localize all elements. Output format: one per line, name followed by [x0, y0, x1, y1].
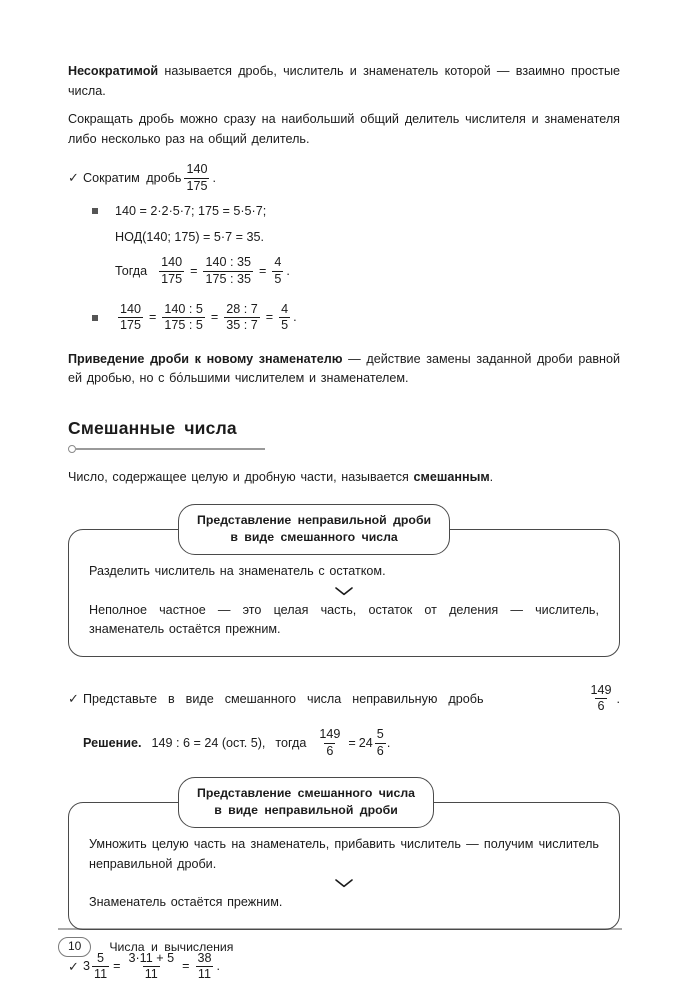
fraction-numerator: 140 : 5 [164, 301, 203, 316]
mixed-lead-bold: смешанным [413, 469, 490, 484]
term-nesokratimoy: Несократимой [68, 64, 159, 78]
fraction-denominator: 175 : 35 [205, 271, 251, 286]
fraction-140-35-over-175-35 [203, 256, 253, 286]
callout-step-2: Неполное частное — это целая часть, остаток от деления — числитель, знаменатель остаётся прежним. [89, 602, 599, 637]
callout-title-mixed-to-improper [178, 777, 434, 828]
check-mark-icon: ✓ [68, 958, 79, 974]
equals-sign: = [348, 735, 356, 750]
fraction-numerator: 28 : 7 [226, 301, 258, 316]
fraction-149-6-b [317, 728, 342, 758]
fraction-numerator: 149 [590, 682, 612, 697]
period: . [216, 959, 220, 974]
fraction-numerator: 140 [161, 255, 183, 270]
definition-text: — действие замены заданной дроби равной ей дробью, но с бо́льшими числителем и знаменателем. [68, 351, 621, 386]
example-reduce-step4 [92, 303, 620, 333]
equals-sign: = [149, 310, 157, 325]
mixed-number-lead [68, 468, 620, 488]
fraction-denominator: 175 [161, 271, 183, 286]
fraction-28-7-over-35-7 [224, 303, 260, 333]
fraction-140-5-over-175-5 [162, 303, 205, 333]
callout-title-line-2: в виде неправильной дроби [214, 803, 398, 818]
fraction-denominator: 175 : 5 [164, 318, 203, 333]
heading-rule-line [75, 448, 265, 450]
period: . [293, 310, 297, 325]
equals-sign: = [182, 959, 190, 974]
page-number: 10 [58, 937, 91, 957]
fraction-numerator: 5 [97, 950, 105, 965]
fraction-140-175-b [159, 256, 184, 286]
check-mark-icon: ✓ [68, 690, 79, 706]
fraction-numerator: 4 [281, 301, 289, 316]
page-title: Смешанные числа [68, 417, 237, 438]
fraction-4-5-b [279, 303, 290, 333]
example-mixed-solution [83, 728, 620, 758]
footer-row [58, 937, 622, 957]
period: . [212, 170, 216, 185]
fraction-140-175 [184, 163, 209, 193]
fraction-denominator: 6 [376, 743, 384, 758]
equals-sign: = [259, 264, 267, 279]
equals-sign: = [113, 959, 121, 974]
reduce-chain [115, 303, 297, 333]
fraction-denominator: 11 [94, 967, 108, 982]
example-reduce-step3 [115, 256, 620, 286]
fraction-numerator: 5 [376, 726, 384, 741]
example-mixed-lead-text: Представьте в виде смешанного числа неправильную дробь [83, 691, 484, 706]
fraction-denominator: 175 [120, 318, 142, 333]
page-content [68, 62, 620, 982]
fraction-numerator: 149 [319, 726, 341, 741]
fraction-denominator: 11 [197, 967, 211, 982]
mixed-whole-part: 24 [358, 735, 373, 750]
fraction-4-5 [272, 256, 283, 286]
callout-step-1: Умножить целую часть на знаменатель, прибавить числитель — получим числитель неправильной дроби. [89, 837, 599, 871]
example-reduce-step1 [92, 205, 620, 218]
callout-title-line-2: в виде смешанного числа [230, 530, 398, 545]
fraction-numerator: 38 [197, 950, 212, 965]
mixed-number-24-5-6 [359, 728, 387, 758]
fraction-denominator: 35 : 7 [226, 318, 258, 333]
callout-step-2: Знаменатель остаётся прежним. [89, 895, 283, 910]
definition-nesokratimoy [68, 62, 620, 101]
callout-mixed-to-improper [68, 786, 620, 930]
equals-sign: = [265, 310, 274, 325]
togda-label: Тогда [115, 264, 148, 279]
term-privedenie: Приведение дроби к новому знаменателю [68, 351, 343, 366]
square-bullet-icon [92, 208, 98, 214]
mixed-fraction-part [375, 728, 386, 758]
rule-paragraph: Сокращать дробь можно сразу на наибольший общий делитель числителя и знаменателя либо несколько раз на общий делитель. [68, 112, 620, 146]
callout-title-improper-to-mixed [178, 504, 450, 555]
period: . [386, 735, 391, 750]
example-mixed-lead [68, 684, 620, 714]
square-bullet-icon [92, 315, 98, 321]
fraction-numerator: 3·11 + 5 [128, 950, 175, 965]
fraction-denominator: 175 [186, 178, 208, 193]
heading-rule [68, 445, 620, 453]
example-mixed-lead-line [83, 684, 620, 714]
definition-text: называется дробь, числитель и знаменатель которой — взаимно простые числа. [68, 64, 620, 98]
fraction-denominator: 11 [144, 967, 158, 982]
togda-label: тогда [275, 735, 307, 750]
mixed-lead-before: Число, содержащее целую и дробную части, называется [68, 469, 414, 484]
fraction-denominator: 6 [597, 699, 605, 714]
fraction-denominator: 6 [326, 743, 334, 758]
fraction-numerator: 4 [274, 255, 282, 270]
example-reduce-step2: НОД(140; 175) = 5·7 = 35. [115, 229, 264, 244]
factorization-text: 140 = 2·2·5·7; 175 = 5·5·7; [115, 204, 267, 219]
page-footer [58, 928, 622, 957]
chevron-down-icon [89, 879, 599, 889]
fraction-numerator: 140 [186, 162, 208, 176]
period: . [286, 264, 290, 279]
footer-chapter-label: Числа и вычисления [109, 939, 234, 954]
check-mark-icon: ✓ [68, 170, 79, 186]
fraction-numerator: 140 [120, 301, 142, 316]
period: . [616, 691, 620, 706]
callout-step-1: Разделить числитель на знаменатель с остатком. [89, 564, 386, 579]
callout-title-line-1: Представление смешанного числа [197, 786, 415, 801]
fraction-numerator: 140 : 35 [205, 255, 251, 270]
example-reduce-lead-line [83, 163, 216, 193]
solution-label: Решение. [83, 735, 142, 750]
callout-improper-to-mixed [68, 513, 620, 657]
definition-privedenie [68, 350, 620, 389]
fraction-denominator: 5 [281, 318, 289, 333]
fraction-denominator: 5 [274, 271, 282, 286]
example-reduce-lead [68, 163, 620, 193]
example-reduce-lead-text: Сократим дробь [83, 170, 182, 185]
section-heading-block [68, 418, 620, 453]
fraction-149-6 [588, 684, 613, 714]
chevron-down-icon [89, 587, 599, 597]
mixed-lead-after: . [489, 469, 494, 484]
equals-sign: = [210, 310, 219, 325]
mixed-whole-part: 3 [83, 959, 91, 974]
equals-sign: = [190, 264, 198, 279]
division-expression: 149 : 6 = 24 (ост. 5), [151, 735, 266, 750]
callout-title-line-1: Представление неправильной дроби [197, 513, 432, 528]
fraction-140-175-c [118, 303, 143, 333]
